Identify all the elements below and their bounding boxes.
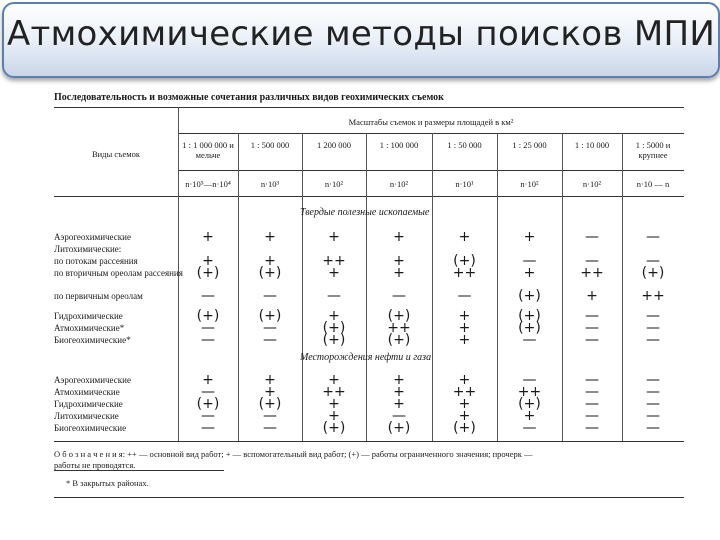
table-mark: — — [522, 372, 537, 388]
table-mark: — — [585, 420, 599, 436]
row-label: по первичным ореолам — [54, 291, 143, 301]
table-mark: (+) — [196, 396, 220, 412]
table-mark: + — [523, 229, 536, 245]
scale-header: 1 : 100 000 — [379, 140, 419, 150]
row-label: по потокам рассеяния — [54, 256, 138, 266]
table-mark: ++ — [452, 265, 477, 281]
table-mark: — — [522, 420, 537, 436]
table-mark: + — [328, 372, 340, 388]
scale-header: 1 200 000 — [317, 140, 351, 150]
table-mark: + — [393, 372, 405, 388]
table-mark: — — [201, 408, 215, 424]
table-mark: — — [646, 384, 660, 400]
row-label: Атмохимические — [54, 387, 120, 397]
table-mark: — — [585, 332, 599, 348]
area-header: n·10¹ — [455, 179, 474, 189]
table-mark: — — [585, 320, 599, 336]
table-mark: (+) — [322, 332, 346, 348]
section-oil-gas-title: Месторождения нефти и газа — [300, 352, 432, 363]
table-mark: — — [585, 308, 599, 324]
area-header: n·10² — [520, 179, 539, 189]
column-divider — [238, 133, 239, 441]
table-mark: + — [393, 253, 405, 269]
table-mark: + — [458, 396, 471, 412]
column-divider — [622, 133, 623, 441]
table-mark: (+) — [518, 320, 541, 336]
table-mark: — — [263, 320, 277, 336]
row-label: Аэрогеохимические — [54, 375, 131, 385]
table-mark: + — [328, 396, 340, 412]
table-mark: — — [327, 288, 341, 304]
table-mark: (+) — [518, 288, 541, 304]
table-mark: — — [646, 308, 660, 324]
table-mark: — — [392, 288, 406, 304]
footnote: * В закрытых районах. — [66, 478, 149, 488]
table-mark: + — [328, 408, 340, 424]
stub-header: Виды съемок — [91, 149, 141, 159]
table-mark: + — [523, 408, 536, 424]
rule-group — [178, 133, 684, 134]
area-header: n·10² — [389, 179, 409, 189]
table-mark: (+) — [453, 253, 476, 269]
table-mark: (+) — [387, 308, 411, 324]
row-label: Аэрогеохимические — [54, 232, 131, 242]
area-header: n·10³ — [260, 179, 280, 189]
table-mark: — — [646, 229, 660, 245]
table-mark: (+) — [322, 320, 346, 336]
table-mark: (+) — [518, 396, 541, 412]
table-mark: + — [202, 372, 214, 388]
table-mark: — — [263, 288, 277, 304]
scale-header: 1 : 50 000 — [447, 140, 482, 150]
row-label: Литохимические: — [54, 244, 122, 254]
scale-header: 1 : 5000 и крупнее — [635, 140, 671, 160]
row-label: Гидрохимические — [54, 399, 123, 409]
column-divider — [497, 133, 498, 441]
table-mark: ++ — [387, 320, 411, 336]
table-mark: — — [201, 320, 215, 336]
table-mark: (+) — [196, 308, 220, 324]
rule-top — [54, 107, 684, 108]
legend-text: О б о з н а ч е н и я: ++ — основной вид работ; + — вспомогательный вид работ; (+) — работы ограниченного значения; прочерк — — [54, 449, 533, 459]
table-mark: — — [646, 253, 660, 269]
column-divider — [562, 133, 563, 441]
table-mark: + — [586, 288, 598, 304]
legend-text-continued: работы не проводятся. — [54, 460, 136, 470]
table-mark: ++ — [580, 265, 604, 281]
table-mark: — — [585, 384, 599, 400]
scale-header: 1 : 10 000 — [574, 140, 610, 150]
table-mark: — — [201, 420, 215, 436]
row-label: Гидрохимические — [54, 311, 123, 321]
table-mark: — — [263, 420, 277, 436]
table-mark: + — [393, 229, 405, 245]
table-caption: Последовательность и возможные сочетания различных видов геохимических съемок — [54, 92, 444, 103]
table-mark: — — [646, 408, 660, 424]
row-label: Литохимические — [54, 411, 119, 421]
scale-header: 1 : 25 000 — [512, 140, 547, 150]
slide-title-bar — [2, 2, 720, 78]
table-mark: ++ — [517, 384, 542, 400]
table-mark: + — [393, 265, 405, 281]
table-mark: — — [646, 372, 660, 388]
table-mark: + — [393, 396, 405, 412]
table-mark: + — [264, 253, 276, 269]
rule-area — [178, 170, 684, 171]
table-mark: ++ — [322, 253, 346, 269]
table-mark: ++ — [641, 288, 665, 304]
slide-title: Атмохимические методы поисков МПИ — [6, 14, 716, 54]
row-label: Биогеохимические* — [54, 335, 131, 345]
table-mark: + — [328, 265, 340, 281]
scale-header: 1 : 1 000 000 и мельче — [182, 140, 234, 160]
table-mark: (+) — [387, 420, 411, 436]
table-mark: — — [263, 408, 277, 424]
table-mark: (+) — [518, 308, 541, 324]
group-header: Масштабы съемок и размеры площадей в км² — [348, 117, 514, 127]
column-divider — [366, 133, 367, 441]
table-mark: — — [585, 253, 599, 269]
area-header: n·10² — [582, 179, 602, 189]
rule-legend — [54, 441, 684, 442]
rule-header-bottom — [54, 196, 684, 197]
area-header: n·10² — [324, 179, 344, 189]
table-mark: — — [522, 253, 537, 269]
table-mark: (+) — [258, 396, 282, 412]
table-mark: — — [392, 408, 406, 424]
table-mark: + — [202, 229, 214, 245]
column-divider — [302, 133, 303, 441]
section-solid-title: Твердые полезные ископаемые — [300, 207, 430, 218]
table-mark: (+) — [258, 308, 282, 324]
table-mark: + — [458, 308, 471, 324]
table-mark: — — [263, 332, 277, 348]
table-mark: (+) — [322, 420, 346, 436]
table-mark: — — [522, 332, 537, 348]
table-mark: + — [393, 384, 405, 400]
table-mark: ++ — [452, 384, 477, 400]
row-label: по вторичным ореолам рассеяния — [54, 268, 183, 278]
table-mark: + — [458, 229, 471, 245]
table-mark: — — [201, 288, 215, 304]
table-mark: (+) — [196, 265, 220, 281]
table-mark: + — [458, 320, 471, 336]
table-mark: + — [328, 229, 340, 245]
table-mark: + — [458, 332, 471, 348]
table-mark: — — [646, 396, 660, 412]
table-mark: — — [646, 332, 660, 348]
table-mark: + — [264, 384, 276, 400]
table-mark: (+) — [258, 265, 282, 281]
table-mark: (+) — [453, 420, 476, 436]
row-label: Атмохимические* — [54, 323, 125, 333]
table-mark: — — [201, 332, 215, 348]
area-header: n·10⁵—n·10⁴ — [185, 179, 231, 189]
table-mark: — — [201, 384, 215, 400]
table-mark: + — [458, 372, 471, 388]
table-mark: + — [202, 253, 214, 269]
table-mark: + — [264, 372, 276, 388]
rule-footnote — [54, 470, 224, 471]
table-mark: + — [328, 308, 340, 324]
table-mark: + — [264, 229, 276, 245]
table-mark: — — [585, 408, 599, 424]
table-mark: (+) — [387, 332, 411, 348]
table-mark: — — [646, 420, 660, 436]
row-label: Биогеохимические — [54, 423, 127, 433]
table-mark: + — [523, 265, 536, 281]
table-mark: (+) — [641, 265, 665, 281]
table-mark: — — [457, 288, 472, 304]
rule-bottom — [54, 497, 684, 498]
table-mark: — — [646, 320, 660, 336]
table-mark: — — [585, 229, 599, 245]
table-mark: + — [458, 408, 471, 424]
table-mark: — — [585, 396, 599, 412]
table-mark: — — [585, 372, 599, 388]
area-header: n·10 — n — [636, 179, 670, 189]
table-mark: ++ — [322, 384, 346, 400]
column-divider — [432, 133, 433, 441]
scale-header: 1 : 500 000 — [250, 140, 290, 150]
